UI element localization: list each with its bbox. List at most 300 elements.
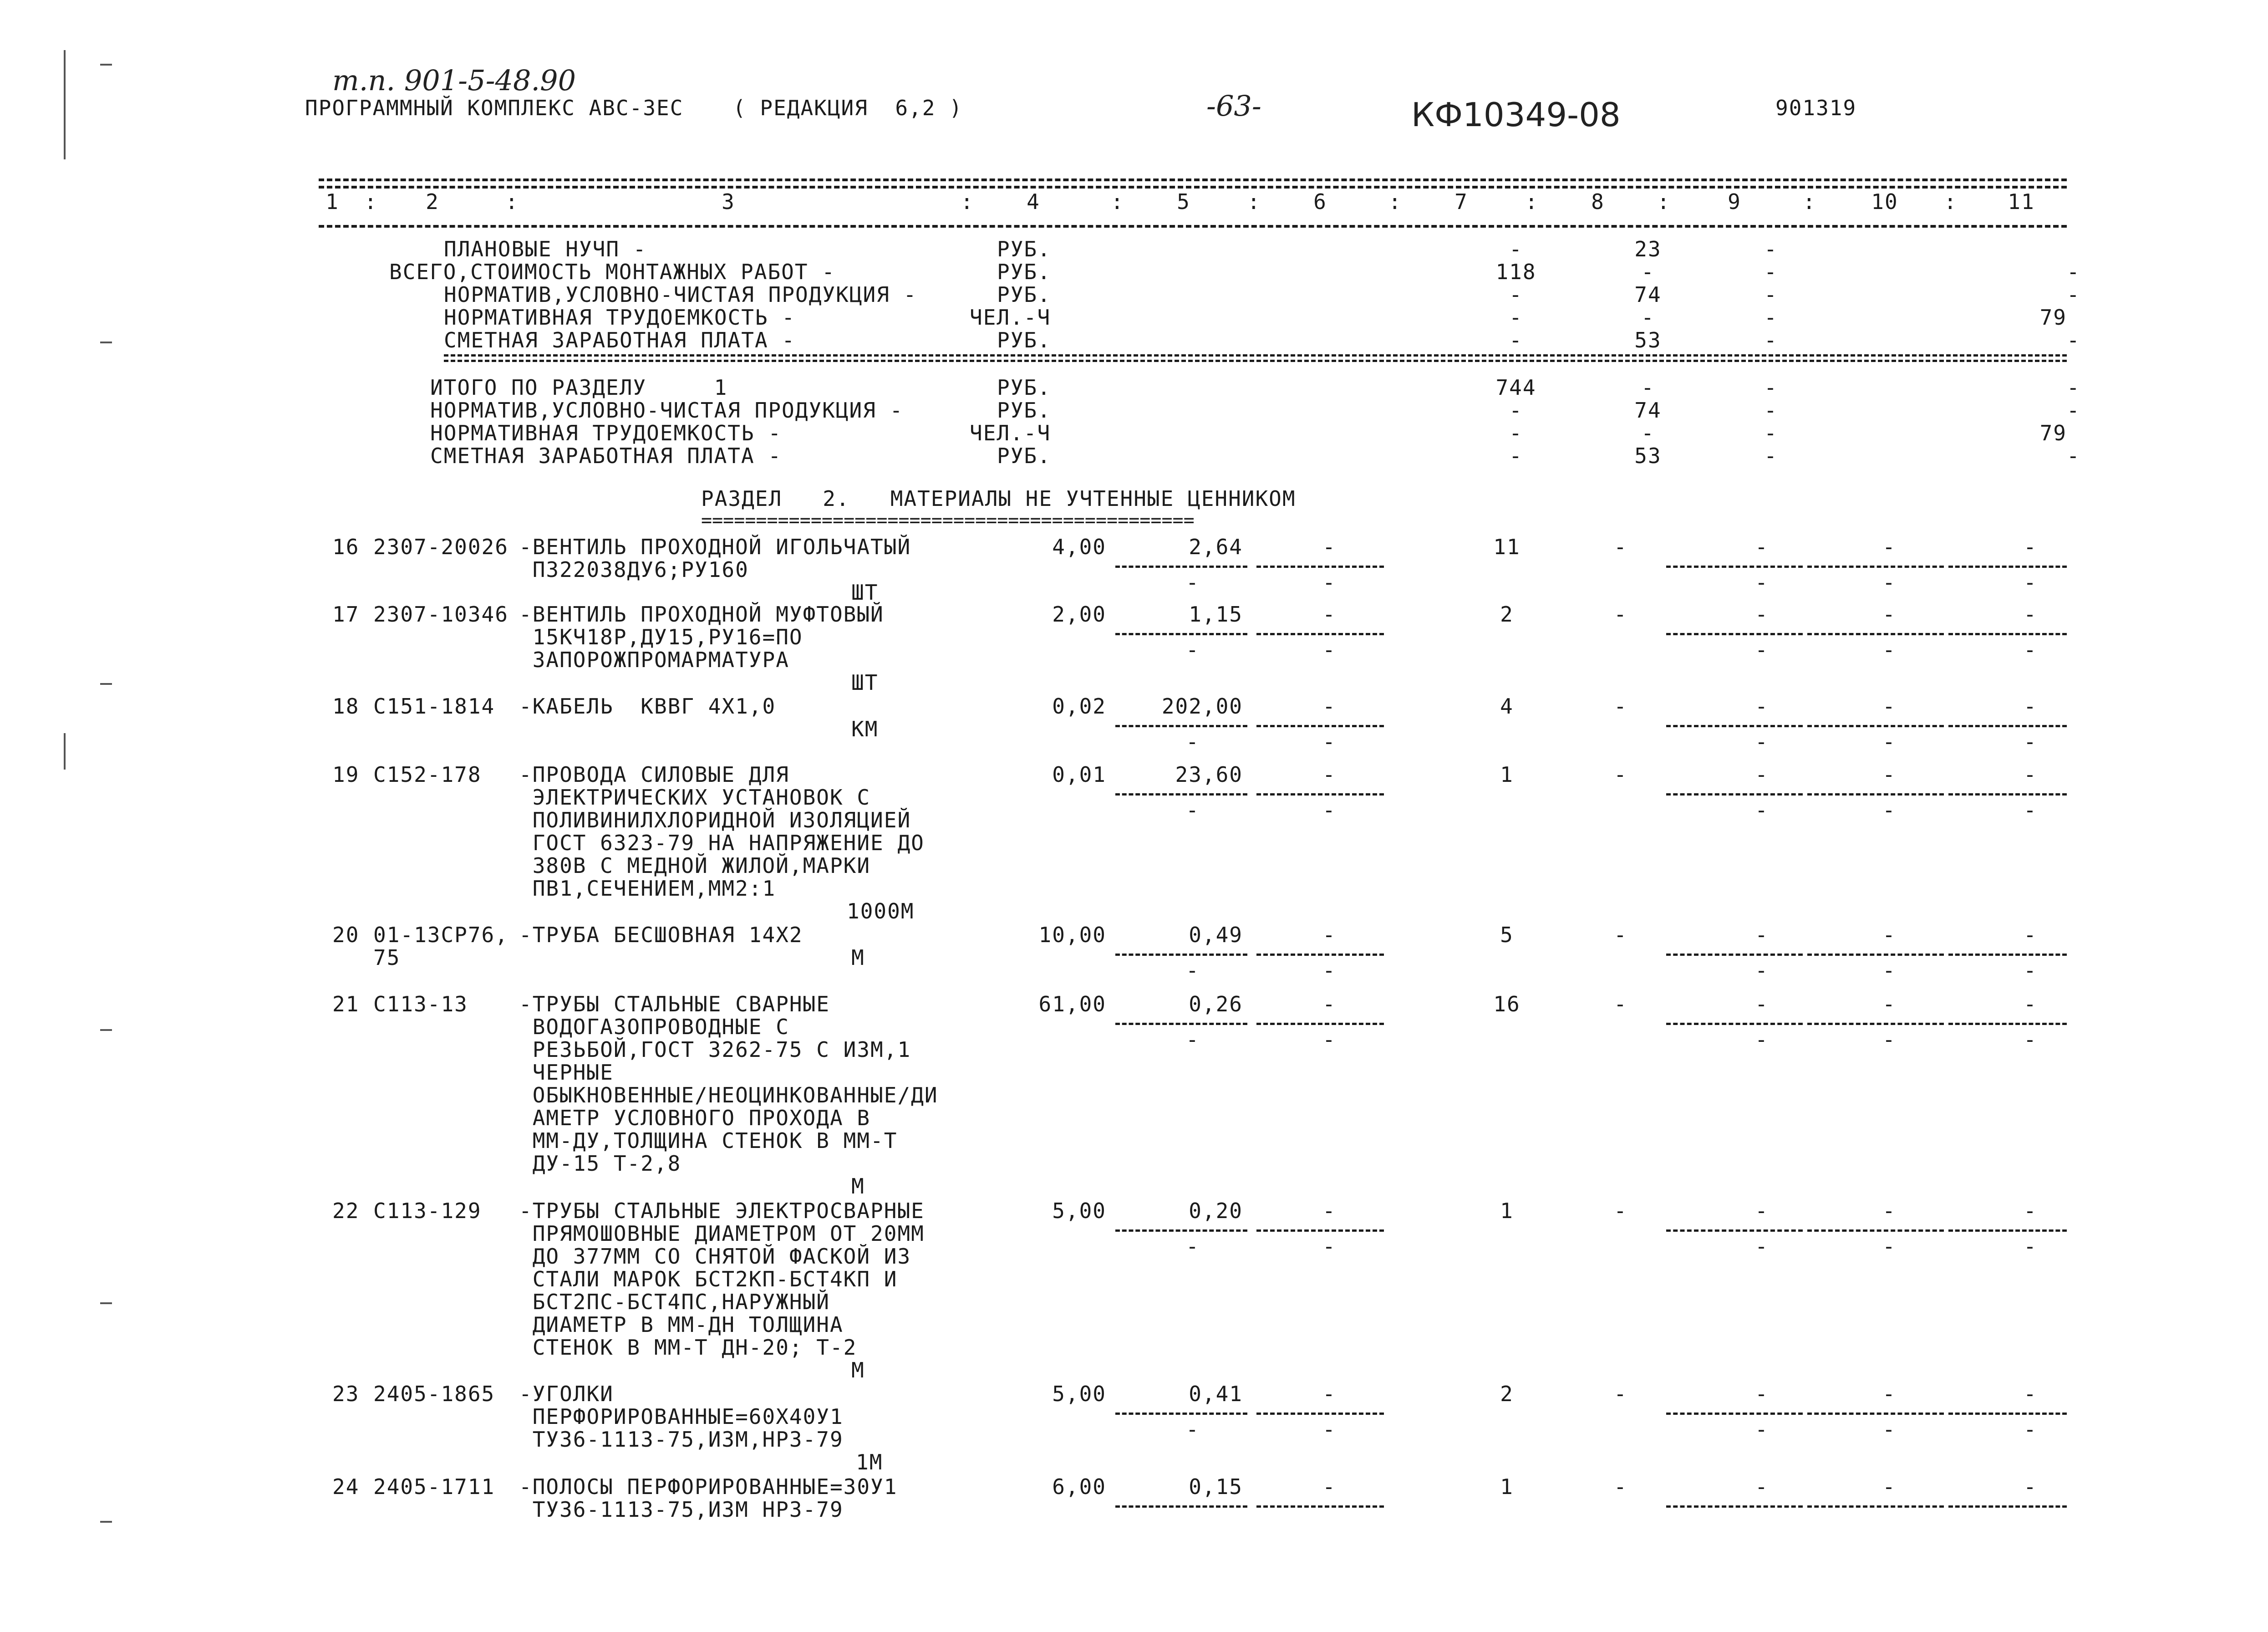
item-code-cont: 75 xyxy=(373,945,401,970)
item-dash: - xyxy=(2024,798,2037,822)
summary-col7: 118 xyxy=(1495,260,1536,284)
item-col9: - xyxy=(1755,1382,1769,1406)
summary-col7: - xyxy=(1509,305,1523,330)
summary-divider-2 xyxy=(444,360,2067,362)
summary-col7: - xyxy=(1509,282,1523,307)
summary-col7: 744 xyxy=(1495,375,1536,400)
column-separator: : xyxy=(1111,189,1124,214)
item-description: ОБЫКНОВЕННЫЕ/НЕОЦИНКОВАННЫЕ/ДИ xyxy=(519,1083,938,1107)
item-number: 24 xyxy=(332,1474,360,1499)
item-rule xyxy=(1666,954,1803,956)
item-dash: - xyxy=(1322,1027,1336,1052)
summary-unit: РУБ. xyxy=(997,328,1051,352)
item-rule xyxy=(1948,1023,2067,1025)
item-dash: - xyxy=(1882,729,1896,754)
item-quantity: 2,00 xyxy=(1052,602,1106,627)
item-dash: - xyxy=(1755,638,1769,662)
item-rule xyxy=(1948,633,2067,635)
item-description: РЕЗЬБОЙ,ГОСТ 3262-75 С ИЗМ,1 xyxy=(519,1037,911,1062)
column-number: 1 xyxy=(325,189,339,214)
item-rule xyxy=(1948,1413,2067,1415)
item-col10: - xyxy=(1882,602,1896,627)
item-col6: - xyxy=(1322,1382,1336,1406)
item-col7: 11 xyxy=(1493,535,1520,559)
item-col7: 2 xyxy=(1500,602,1514,627)
item-dash: - xyxy=(1186,1417,1200,1442)
item-rule xyxy=(1256,566,1384,568)
item-rule xyxy=(1666,1505,1803,1508)
item-price: 0,41 xyxy=(1189,1382,1243,1406)
summary-col7: - xyxy=(1509,444,1523,468)
item-rule xyxy=(1666,566,1803,568)
summary-col9: - xyxy=(1764,260,1778,284)
item-number: 21 xyxy=(332,992,360,1016)
item-rule xyxy=(1115,954,1247,956)
item-col9: - xyxy=(1755,762,1769,787)
item-description: 15КЧ18Р,ДУ15,РУ16=ПО xyxy=(519,625,803,649)
item-dash: - xyxy=(1882,798,1896,822)
summary-label: ВСЕГО,СТОИМОСТЬ МОНТАЖНЫХ РАБОТ - xyxy=(389,260,835,284)
column-number: 2 xyxy=(426,189,439,214)
summary-unit: РУБ. xyxy=(997,398,1051,423)
column-number: 11 xyxy=(2008,189,2035,214)
item-price: 0,49 xyxy=(1189,923,1243,947)
summary-col11: - xyxy=(2067,444,2080,468)
header-top-rule xyxy=(319,178,2067,181)
item-rule xyxy=(1948,1505,2067,1508)
item-rule xyxy=(1256,1505,1384,1508)
item-col11: - xyxy=(2024,1474,2037,1499)
item-description: ПОЛИВИНИЛХЛОРИДНОЙ ИЗОЛЯЦИЕЙ xyxy=(519,808,911,832)
summary-col9: - xyxy=(1764,282,1778,307)
item-description: АМЕТР УСЛОВНОГО ПРОХОДА В xyxy=(519,1106,871,1130)
item-quantity: 6,00 xyxy=(1052,1474,1106,1499)
header-bottom-rule xyxy=(319,225,2067,228)
summary-unit: РУБ. xyxy=(997,237,1051,261)
item-dash: - xyxy=(1882,1027,1896,1052)
item-col10: - xyxy=(1882,923,1896,947)
item-col7: 4 xyxy=(1500,694,1514,719)
item-col7: 5 xyxy=(1500,923,1514,947)
item-quantity: 4,00 xyxy=(1052,535,1106,559)
item-quantity: 5,00 xyxy=(1052,1198,1106,1223)
item-code: 2405-1865 xyxy=(373,1382,495,1406)
item-rule xyxy=(1807,954,1944,956)
item-dash: - xyxy=(1755,1234,1769,1259)
item-dash: - xyxy=(1755,1027,1769,1052)
item-number: 18 xyxy=(332,694,360,719)
item-description: СТЕНОК В ММ-Т ДН-20; Т-2 xyxy=(519,1335,857,1360)
item-rule xyxy=(1115,725,1247,727)
header-top-rule-2 xyxy=(319,186,2067,189)
item-col9: - xyxy=(1755,992,1769,1016)
item-unit: М xyxy=(851,1174,865,1198)
item-description: -ПРОВОДА СИЛОВЫЕ ДЛЯ xyxy=(519,762,789,787)
summary-col9: - xyxy=(1764,398,1778,423)
item-code: С152-178 xyxy=(373,762,482,787)
item-col11: - xyxy=(2024,1198,2037,1223)
page-number: -63- xyxy=(1206,89,1261,122)
item-price: 1,15 xyxy=(1189,602,1243,627)
column-separator: : xyxy=(1247,189,1261,214)
summary-col8: - xyxy=(1641,260,1655,284)
item-dash: - xyxy=(1186,638,1200,662)
item-col8: - xyxy=(1614,1474,1627,1499)
item-dash: - xyxy=(1882,1417,1896,1442)
item-description: -ТРУБЫ СТАЛЬНЫЕ СВАРНЫЕ xyxy=(519,992,830,1016)
column-number: 7 xyxy=(1454,189,1468,214)
item-rule xyxy=(1666,1023,1803,1025)
item-description: П322038ДУ6;РУ160 xyxy=(519,557,749,582)
item-rule xyxy=(1256,1023,1384,1025)
item-dash: - xyxy=(1755,958,1769,983)
item-col7: 1 xyxy=(1500,1474,1514,1499)
item-price: 202,00 xyxy=(1161,694,1243,719)
item-rule xyxy=(1666,793,1803,796)
item-quantity: 5,00 xyxy=(1052,1382,1106,1406)
item-quantity: 0,02 xyxy=(1052,694,1106,719)
item-rule xyxy=(1666,1229,1803,1232)
item-dash: - xyxy=(1186,570,1200,595)
item-description: ЭЛЕКТРИЧЕСКИХ УСТАНОВОК С xyxy=(519,785,871,810)
item-dash: - xyxy=(2024,1234,2037,1259)
summary-label: НОРМАТИВНАЯ ТРУДОЕМКОСТЬ - xyxy=(444,305,796,330)
item-col9: - xyxy=(1755,923,1769,947)
item-rule xyxy=(1948,1229,2067,1232)
column-number: 4 xyxy=(1027,189,1040,214)
item-number: 19 xyxy=(332,762,360,787)
summary-label: НОРМАТИВ,УСЛОВНО-ЧИСТАЯ ПРОДУКЦИЯ - xyxy=(444,282,917,307)
item-rule xyxy=(1115,793,1247,796)
column-number: 6 xyxy=(1313,189,1327,214)
item-dash: - xyxy=(1882,1234,1896,1259)
item-description: ММ-ДУ,ТОЛЩИНА СТЕНОК В ММ-Т xyxy=(519,1128,898,1153)
summary-unit: РУБ. xyxy=(997,444,1051,468)
item-col11: - xyxy=(2024,602,2037,627)
item-description: БСТ2ПС-БСТ4ПС,НАРУЖНЫЙ xyxy=(519,1290,830,1314)
summary-label: ПЛАНОВЫЕ НУЧП - xyxy=(444,237,647,261)
item-col9: - xyxy=(1755,694,1769,719)
column-number: 9 xyxy=(1728,189,1741,214)
item-dash: - xyxy=(1755,1417,1769,1442)
summary-label: НОРМАТИВНАЯ ТРУДОЕМКОСТЬ - xyxy=(430,421,782,445)
item-code: С151-1814 xyxy=(373,694,495,719)
item-dash: - xyxy=(1322,798,1336,822)
column-number: 10 xyxy=(1871,189,1898,214)
item-description: ЗАПОРОЖПРОМАРМАТУРА xyxy=(519,648,789,672)
item-code: С113-13 xyxy=(373,992,468,1016)
item-price: 0,26 xyxy=(1189,992,1243,1016)
item-col9: - xyxy=(1755,602,1769,627)
summary-col7: - xyxy=(1509,421,1523,445)
item-unit: ШТ xyxy=(851,580,879,605)
item-rule xyxy=(1256,1229,1384,1232)
item-price: 2,64 xyxy=(1189,535,1243,559)
item-description: ДИАМЕТР В ММ-ДН ТОЛЩИНА xyxy=(519,1312,844,1337)
item-col8: - xyxy=(1614,992,1627,1016)
item-col11: - xyxy=(2024,694,2037,719)
item-col7: 2 xyxy=(1500,1382,1514,1406)
summary-col8: 23 xyxy=(1634,237,1662,261)
item-col6: - xyxy=(1322,923,1336,947)
item-col11: - xyxy=(2024,1382,2037,1406)
item-code: 2307-20026 xyxy=(373,535,509,559)
item-description: -ВЕНТИЛЬ ПРОХОДНОЙ ИГОЛЬЧАТЫЙ xyxy=(519,535,911,559)
item-rule xyxy=(1807,793,1944,796)
summary-col11: - xyxy=(2067,375,2080,400)
summary-col9: - xyxy=(1764,237,1778,261)
item-col6: - xyxy=(1322,762,1336,787)
summary-col8: - xyxy=(1641,305,1655,330)
column-separator: : xyxy=(1657,189,1671,214)
item-rule xyxy=(1115,1229,1247,1232)
column-number: 3 xyxy=(722,189,735,214)
column-separator: : xyxy=(505,189,519,214)
summary-col11: 79 xyxy=(2039,421,2067,445)
item-description: ТУ36-1113-75,ИЗМ НРЗ-79 xyxy=(519,1497,844,1522)
item-description: -КАБЕЛЬ КВВГ 4Х1,0 xyxy=(519,694,776,719)
item-description: -ТРУБА БЕСШОВНАЯ 14Х2 xyxy=(519,923,803,947)
item-dash: - xyxy=(1322,1234,1336,1259)
item-dash: - xyxy=(1322,729,1336,754)
item-rule xyxy=(1115,1413,1247,1415)
summary-unit: ЧЕЛ.-Ч xyxy=(970,305,1051,330)
summary-col9: - xyxy=(1764,375,1778,400)
item-rule xyxy=(1807,725,1944,727)
item-dash: - xyxy=(1186,729,1200,754)
item-rule xyxy=(1807,566,1944,568)
item-description: -ТРУБЫ СТАЛЬНЫЕ ЭЛЕКТРОСВАРНЫЕ xyxy=(519,1198,925,1223)
doc-code: КФ10349-08 xyxy=(1411,96,1621,134)
item-unit: 1000М xyxy=(847,899,915,923)
item-dash: - xyxy=(1755,570,1769,595)
item-code: 2307-10346 xyxy=(373,602,509,627)
item-col9: - xyxy=(1755,535,1769,559)
item-dash: - xyxy=(1755,798,1769,822)
summary-col8: 74 xyxy=(1634,282,1662,307)
item-rule xyxy=(1666,1413,1803,1415)
summary-label: ИТОГО ПО РАЗДЕЛУ 1 xyxy=(430,375,728,400)
item-col8: - xyxy=(1614,762,1627,787)
item-col11: - xyxy=(2024,923,2037,947)
item-col8: - xyxy=(1614,602,1627,627)
item-description: ВОДОГАЗОПРОВОДНЫЕ С xyxy=(519,1015,789,1039)
summary-col7: - xyxy=(1509,237,1523,261)
item-number: 17 xyxy=(332,602,360,627)
item-price: 0,20 xyxy=(1189,1198,1243,1223)
item-price: 0,15 xyxy=(1189,1474,1243,1499)
column-separator: : xyxy=(1944,189,1958,214)
item-col10: - xyxy=(1882,535,1896,559)
item-col10: - xyxy=(1882,1382,1896,1406)
summary-col11: - xyxy=(2067,328,2080,352)
item-dash: - xyxy=(2024,638,2037,662)
item-col7: 1 xyxy=(1500,762,1514,787)
item-description: 380В С МЕДНОЙ ЖИЛОЙ,МАРКИ xyxy=(519,853,871,878)
item-dash: - xyxy=(1322,570,1336,595)
item-col6: - xyxy=(1322,535,1336,559)
item-unit: М xyxy=(851,945,865,970)
item-rule xyxy=(1256,1413,1384,1415)
item-dash: - xyxy=(1186,1027,1200,1052)
item-dash: - xyxy=(2024,570,2037,595)
item-dash: - xyxy=(1322,638,1336,662)
column-separator: : xyxy=(1525,189,1539,214)
item-rule xyxy=(1256,793,1384,796)
item-rule xyxy=(1666,633,1803,635)
item-dash: - xyxy=(2024,1027,2037,1052)
item-quantity: 10,00 xyxy=(1038,923,1106,947)
item-rule xyxy=(1948,566,2067,568)
item-col6: - xyxy=(1322,694,1336,719)
summary-col11: - xyxy=(2067,282,2080,307)
item-description: ГОСТ 6323-79 НА НАПРЯЖЕНИЕ ДО xyxy=(519,831,925,855)
summary-unit: РУБ. xyxy=(997,282,1051,307)
section-title: РАЗДЕЛ 2. МАТЕРИАЛЫ НЕ УЧТЕННЫЕ ЦЕННИКОМ xyxy=(701,486,1296,511)
item-rule xyxy=(1948,793,2067,796)
summary-label: СМЕТНАЯ ЗАРАБОТНАЯ ПЛАТА - xyxy=(444,328,796,352)
item-number: 16 xyxy=(332,535,360,559)
item-dash: - xyxy=(1186,1234,1200,1259)
column-separator: : xyxy=(364,189,378,214)
item-col7: 1 xyxy=(1500,1198,1514,1223)
item-rule xyxy=(1948,954,2067,956)
item-col10: - xyxy=(1882,1474,1896,1499)
item-dash: - xyxy=(1882,570,1896,595)
item-description: ЧЕРНЫЕ xyxy=(519,1060,614,1085)
item-code: 01-13СР76, xyxy=(373,923,509,947)
item-description: ПЕРФОРИРОВАННЫЕ=60Х40У1 xyxy=(519,1404,844,1429)
item-price: 23,60 xyxy=(1175,762,1243,787)
item-description: -УГОЛКИ xyxy=(519,1382,614,1406)
item-dash: - xyxy=(2024,958,2037,983)
item-col11: - xyxy=(2024,535,2037,559)
item-dash: - xyxy=(1186,798,1200,822)
item-code: 2405-1711 xyxy=(373,1474,495,1499)
column-number: 8 xyxy=(1591,189,1605,214)
item-col8: - xyxy=(1614,694,1627,719)
item-col11: - xyxy=(2024,992,2037,1016)
item-rule xyxy=(1807,1229,1944,1232)
item-col7: 16 xyxy=(1493,992,1520,1016)
summary-col9: - xyxy=(1764,305,1778,330)
item-unit: КМ xyxy=(851,717,879,741)
summary-col9: - xyxy=(1764,421,1778,445)
edition-label: ( РЕДАКЦИЯ 6,2 ) xyxy=(733,96,963,120)
summary-col8: 53 xyxy=(1634,328,1662,352)
item-col11: - xyxy=(2024,762,2037,787)
item-description: ПРЯМОШОВНЫЕ ДИАМЕТРОМ ОТ 20ММ xyxy=(519,1221,925,1246)
summary-col8: - xyxy=(1641,421,1655,445)
item-unit: ШТ xyxy=(851,670,879,695)
item-col6: - xyxy=(1322,1474,1336,1499)
item-rule xyxy=(1115,566,1247,568)
summary-col7: - xyxy=(1509,398,1523,423)
summary-col8: 53 xyxy=(1634,444,1662,468)
summary-unit: РУБ. xyxy=(997,375,1051,400)
item-description: ДУ-15 Т-2,8 xyxy=(519,1151,681,1176)
item-col6: - xyxy=(1322,1198,1336,1223)
item-col6: - xyxy=(1322,992,1336,1016)
item-dash: - xyxy=(1322,958,1336,983)
item-quantity: 61,00 xyxy=(1038,992,1106,1016)
summary-unit: РУБ. xyxy=(997,260,1051,284)
item-rule xyxy=(1807,1023,1944,1025)
summary-label: НОРМАТИВ,УСЛОВНО-ЧИСТАЯ ПРОДУКЦИЯ - xyxy=(430,398,904,423)
item-rule xyxy=(1256,725,1384,727)
handwritten-drawing-ref: т.п. 901-5-48.90 xyxy=(332,64,576,97)
summary-col9: - xyxy=(1764,444,1778,468)
summary-col7: - xyxy=(1509,328,1523,352)
summary-label: СМЕТНАЯ ЗАРАБОТНАЯ ПЛАТА - xyxy=(430,444,782,468)
column-separator: : xyxy=(1388,189,1402,214)
item-col8: - xyxy=(1614,923,1627,947)
item-col8: - xyxy=(1614,1198,1627,1223)
item-dash: - xyxy=(2024,729,2037,754)
section-underline: ============================================= xyxy=(701,510,1195,531)
item-col6: - xyxy=(1322,602,1336,627)
item-rule xyxy=(1666,725,1803,727)
summary-col11: 79 xyxy=(2039,305,2067,330)
summary-col11: - xyxy=(2067,260,2080,284)
item-col9: - xyxy=(1755,1198,1769,1223)
item-col10: - xyxy=(1882,762,1896,787)
item-dash: - xyxy=(1882,958,1896,983)
item-rule xyxy=(1807,1505,1944,1508)
item-col10: - xyxy=(1882,992,1896,1016)
item-unit: 1М xyxy=(856,1450,883,1474)
item-description: -ПОЛОСЫ ПЕРФОРИРОВАННЫЕ=30У1 xyxy=(519,1474,898,1499)
item-dash: - xyxy=(1755,729,1769,754)
item-dash: - xyxy=(1186,958,1200,983)
item-description: ДО 377ММ СО СНЯТОЙ ФАСКОЙ ИЗ xyxy=(519,1244,911,1269)
item-rule xyxy=(1807,633,1944,635)
item-dash: - xyxy=(2024,1417,2037,1442)
column-number: 5 xyxy=(1177,189,1190,214)
item-col9: - xyxy=(1755,1474,1769,1499)
item-col8: - xyxy=(1614,1382,1627,1406)
item-description: ПВ1,СЕЧЕНИЕМ,ММ2:1 xyxy=(519,876,776,901)
summary-col11: - xyxy=(2067,398,2080,423)
item-dash: - xyxy=(1882,638,1896,662)
item-number: 23 xyxy=(332,1382,360,1406)
item-description: СТАЛИ МАРОК БСТ2КП-БСТ4КП И xyxy=(519,1267,898,1291)
program-line: ПРОГРАММНЫЙ КОМПЛЕКС АВС-3ЕС xyxy=(305,96,684,120)
summary-col8: 74 xyxy=(1634,398,1662,423)
item-description: ТУ36-1113-75,ИЗМ,НРЗ-79 xyxy=(519,1427,844,1452)
item-number: 22 xyxy=(332,1198,360,1223)
doc-number: 901319 xyxy=(1775,96,1857,120)
column-separator: : xyxy=(1803,189,1816,214)
item-rule xyxy=(1256,633,1384,635)
item-code: С113-129 xyxy=(373,1198,482,1223)
item-col10: - xyxy=(1882,694,1896,719)
item-dash: - xyxy=(1322,1417,1336,1442)
item-rule xyxy=(1115,1023,1247,1025)
item-rule xyxy=(1807,1413,1944,1415)
item-description: -ВЕНТИЛЬ ПРОХОДНОЙ МУФТОВЫЙ xyxy=(519,602,884,627)
summary-divider xyxy=(444,354,2067,357)
item-quantity: 0,01 xyxy=(1052,762,1106,787)
item-rule xyxy=(1115,633,1247,635)
item-col8: - xyxy=(1614,535,1627,559)
item-number: 20 xyxy=(332,923,360,947)
item-rule xyxy=(1256,954,1384,956)
column-separator: : xyxy=(961,189,974,214)
item-rule xyxy=(1948,725,2067,727)
summary-col8: - xyxy=(1641,375,1655,400)
item-col10: - xyxy=(1882,1198,1896,1223)
